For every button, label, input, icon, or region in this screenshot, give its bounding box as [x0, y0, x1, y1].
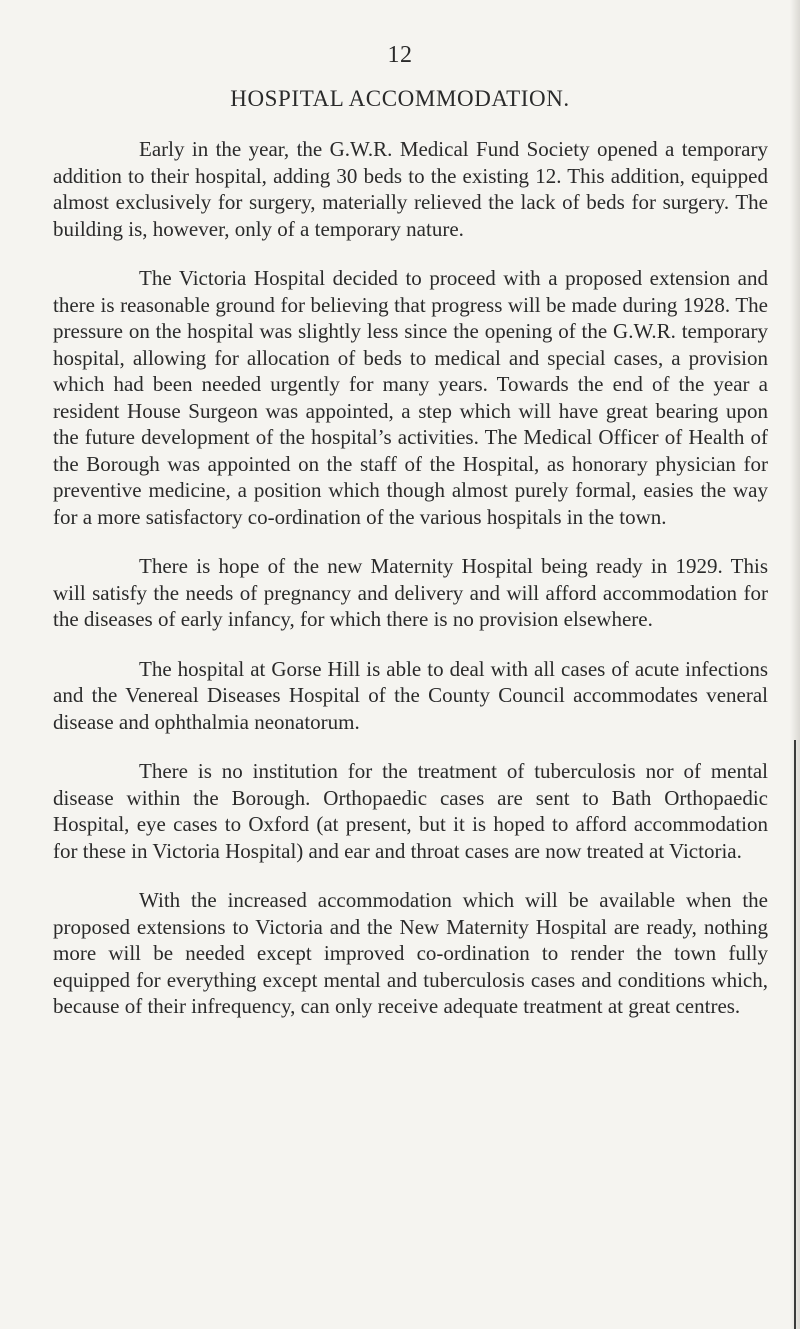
paragraph-tuberculosis-mental: There is no institution for the treatment of tuberculosis nor of mental disease within the Borough. Orthopaedic cases are sent to Bath Orthopaedic Hospital, eye cases to Oxford (at present, but it is hoped to afford accommodation for these in Victoria Hospital) and ear and throat cases are now treated at Victoria.	[53, 759, 768, 863]
page-number: 12	[387, 42, 413, 68]
paragraph-maternity-hospital: There is hope of the new Maternity Hospital being ready in 1929. This will satisfy the needs of pregnancy and delivery and will afford accommodation for the diseases of early infancy, for which there is no provision elsewhere.	[53, 554, 768, 631]
body-text	[53, 136, 768, 1043]
page-edge-line	[794, 740, 796, 1329]
paragraph-gorse-hill: The hospital at Gorse Hill is able to deal with all cases of acute infections and the Venereal Diseases Hospital of the County Council accommodates veneral disease and ophthalmia neonatorum.	[53, 656, 768, 734]
paragraph-increased-accommodation: With the increased accommodation which will be available when the proposed extensions to Victoria and the New Maternity Hospital are ready, nothing more will be needed except improved co-ordination to render the town fully equipped for everything except mental and tuberculosis cases and conditions which, because of their infrequency, can only receive adequate treatment at great centres.	[53, 888, 768, 1018]
paragraph-gwr-medical-fund: Early in the year, the G.W.R. Medical Fund Society opened a temporary addition to their hospital, adding 30 beds to the existing 12. This addition, equipped almost exclusively for surgery, materially relieved the lack of beds for surgery. The building is, however, only of a temporary nature.	[53, 137, 768, 241]
page-title: HOSPITAL ACCOMMODATION.	[230, 86, 570, 111]
paragraph-victoria-hospital: The Victoria Hospital decided to proceed with a proposed extension and there is reasonable ground for believing that progress will be made during 1928. The pressure on the hospital was slightly less since the opening of the G.W.R. temporary hospital, allowing for allocation of beds to medical and special cases, a provision which had been needed urgently for many years. Towards the end of the year a resident House Surgeon was appointed, a step which will have great bearing upon the future development of the hospital’s activities. The Medical Officer of Health of the Borough was appointed on the staff of the Hospital, as honorary physician for preventive medicine, a position which though almost purely formal, easies the way for a more satisfactory co-ordination of the various hospitals in the town.	[53, 266, 768, 529]
